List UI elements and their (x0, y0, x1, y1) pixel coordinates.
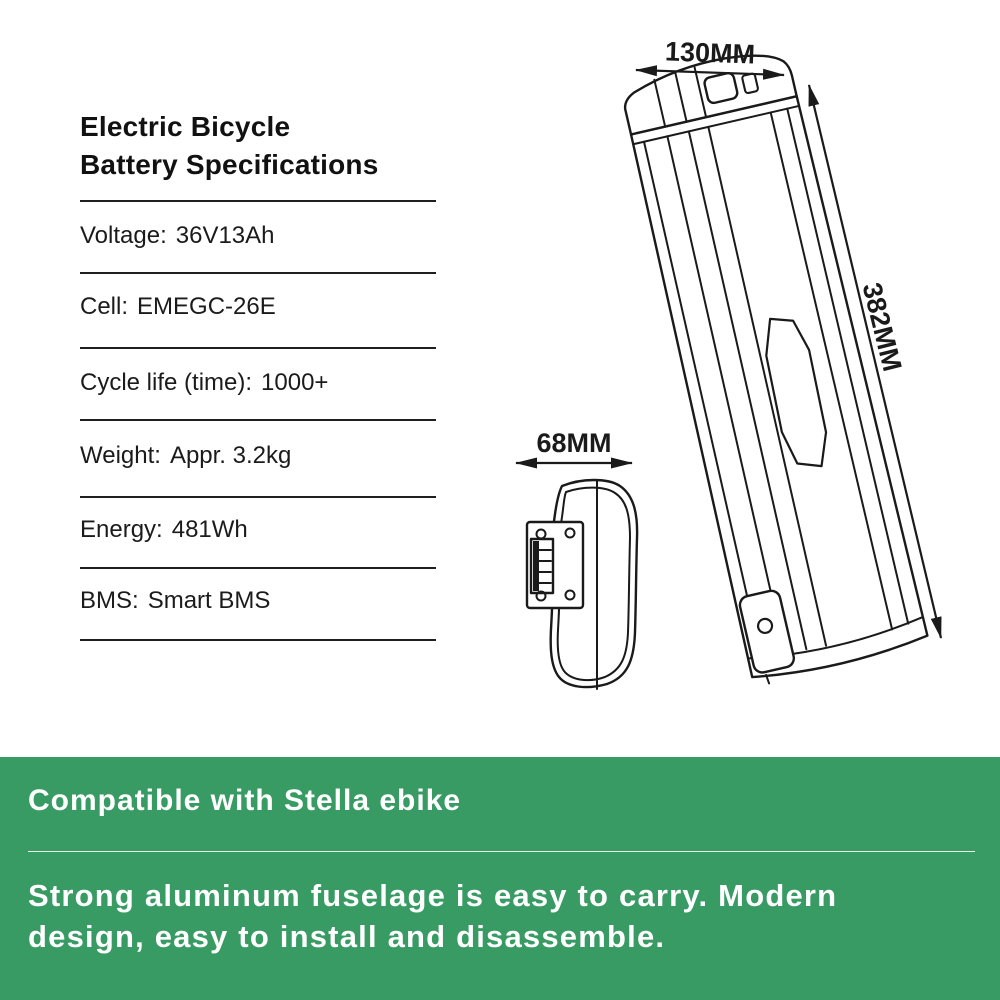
spec-value: Smart BMS (147, 587, 271, 614)
spec-value: 481Wh (171, 516, 248, 543)
banner-description-line1: Strong aluminum fuselage is easy to carry. Modern (28, 878, 838, 913)
battery-side-view (527, 480, 637, 689)
spec-value: 1000+ (261, 369, 329, 396)
connector-pin-bar (533, 541, 539, 591)
spec-label: Cycle life (time): (80, 369, 253, 396)
dimension-label-68mm: 68MM (536, 428, 612, 458)
spec-value: EMEGC-26E (137, 293, 276, 320)
battery-indicator-light (742, 73, 759, 93)
spec-label: Voltage: (80, 222, 167, 249)
banner-title: Compatible with Stella ebike (28, 784, 462, 817)
spec-label: BMS: (80, 587, 139, 614)
spec-label: Energy: (80, 516, 163, 543)
spec-title-line2: Battery Specifications (80, 149, 379, 180)
dimension-label-382mm: 382MM (856, 279, 908, 375)
banner-description-line2: design, easy to install and disassemble. (28, 919, 666, 954)
spec-value: Appr. 3.2kg (169, 442, 292, 469)
dimension-label-130mm: 130MM (664, 36, 756, 70)
spec-label: Weight: (80, 442, 161, 469)
spec-label: Cell: (80, 293, 129, 320)
banner (0, 757, 1000, 1000)
dimension-68mm (516, 428, 632, 463)
banner-description (28, 875, 837, 957)
banner-divider (28, 851, 975, 852)
spec-title-line1: Electric Bicycle (80, 111, 291, 142)
spec-value: 36V13Ah (175, 222, 275, 249)
battery-power-button (703, 72, 738, 104)
